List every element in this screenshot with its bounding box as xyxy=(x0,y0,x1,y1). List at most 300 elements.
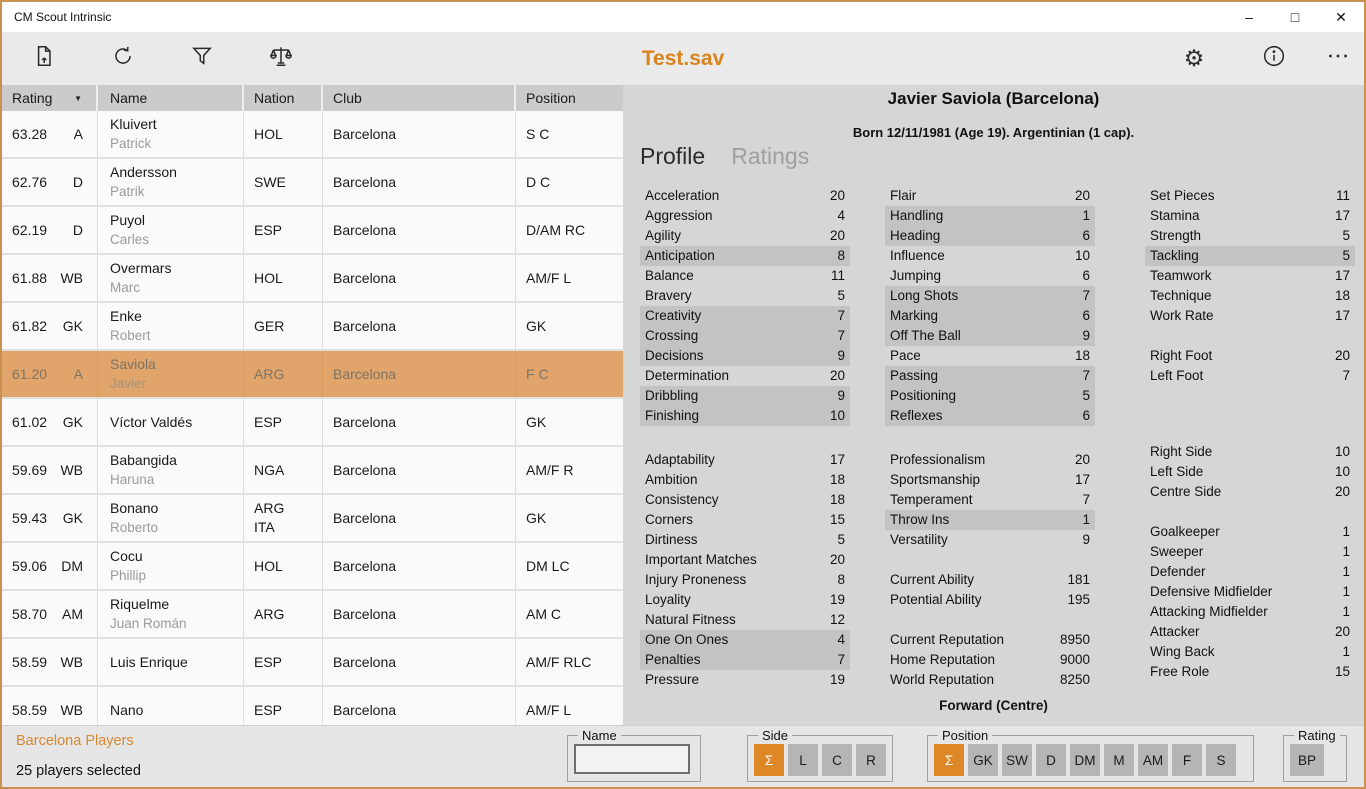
player-forename: Javier xyxy=(110,376,147,391)
side-filter-button-σ[interactable]: Σ xyxy=(754,744,784,776)
player-surname: Babangida xyxy=(110,452,177,468)
attribute-label: Defender xyxy=(1150,564,1206,579)
attribute-label: Handling xyxy=(890,208,944,223)
attribute-value: 7 xyxy=(1082,492,1090,507)
attribute-row xyxy=(1145,462,1355,482)
club-filter-label: Barcelona Players xyxy=(16,733,134,749)
player-detail-panel xyxy=(623,85,1364,725)
attribute-value: 12 xyxy=(829,612,845,627)
attribute-label: Tackling xyxy=(1150,248,1199,263)
player-surname: Riquelme xyxy=(110,596,170,612)
attribute-label: Creativity xyxy=(645,308,702,323)
attribute-row xyxy=(640,550,850,570)
attribute-label: Corners xyxy=(645,512,694,527)
attribute-row xyxy=(885,386,1095,406)
cell-rating xyxy=(2,399,98,445)
cell-name xyxy=(98,495,244,541)
attribute-row xyxy=(640,650,850,670)
tab-profile[interactable]: Profile xyxy=(640,143,706,169)
table-row[interactable] xyxy=(2,111,623,159)
position-filter-button-am[interactable]: AM xyxy=(1138,744,1168,776)
player-position-label: Forward (Centre) xyxy=(939,698,1048,713)
attribute-value: 6 xyxy=(1082,308,1090,323)
name-filter-group xyxy=(567,728,701,782)
attribute-row xyxy=(640,670,850,690)
title-bar xyxy=(2,2,1364,32)
rating-value: 62.76 xyxy=(12,174,48,190)
attribute-row xyxy=(640,386,850,406)
rating-value: 61.20 xyxy=(12,366,48,382)
cell-club: Barcelona xyxy=(323,687,516,725)
cell-position: GK xyxy=(526,318,547,334)
attribute-label: Left Foot xyxy=(1150,368,1204,383)
table-row[interactable] xyxy=(2,399,623,447)
window-controls xyxy=(1226,2,1364,32)
attribute-label: Finishing xyxy=(645,408,700,423)
attribute-label: Crossing xyxy=(645,328,699,343)
filter-bar xyxy=(2,725,1364,787)
player-surname: Enke xyxy=(110,308,142,324)
attribute-row xyxy=(885,670,1095,690)
best-position-badge: A xyxy=(73,126,83,142)
attribute-label: Important Matches xyxy=(645,552,757,567)
attribute-row xyxy=(640,366,850,386)
detail-tabs xyxy=(640,143,809,170)
table-row[interactable] xyxy=(2,543,623,591)
nation-code: NGA xyxy=(254,461,285,478)
filter-button[interactable] xyxy=(182,39,222,79)
attribute-label: World Reputation xyxy=(890,672,995,687)
attribute-label: Teamwork xyxy=(1150,268,1212,283)
attribute-value: 20 xyxy=(1334,484,1350,499)
cell-position: AM/F L xyxy=(526,702,572,718)
cell-name xyxy=(98,687,244,725)
attribute-row xyxy=(1145,306,1355,326)
cell-nation xyxy=(244,303,323,349)
attribute-value: 10 xyxy=(829,408,845,423)
attribute-row xyxy=(640,470,850,490)
attribute-row xyxy=(640,530,850,550)
cell-nation xyxy=(244,111,323,157)
attribute-row xyxy=(1145,662,1355,682)
minimize-button[interactable]: – xyxy=(1245,9,1253,25)
rating-value: 61.82 xyxy=(12,318,48,334)
attribute-value: 5 xyxy=(1342,228,1350,243)
attribute-row xyxy=(885,246,1095,266)
rating-value: 63.28 xyxy=(12,126,48,142)
toolbar-right xyxy=(1174,39,1364,79)
attribute-value: 18 xyxy=(1334,288,1350,303)
attribute-label: Goalkeeper xyxy=(1150,524,1220,539)
table-row[interactable] xyxy=(2,639,623,687)
attribute-row xyxy=(885,530,1095,550)
refresh-icon xyxy=(110,43,136,74)
best-position-badge: GK xyxy=(62,414,83,430)
nation-code: ESP xyxy=(254,701,283,718)
player-surname: Overmars xyxy=(110,260,172,276)
main-area xyxy=(2,85,1364,725)
attribute-label: Right Side xyxy=(1150,444,1213,459)
attribute-value: 5 xyxy=(1342,248,1350,263)
attribute-label: Consistency xyxy=(645,492,719,507)
side-filter-button-r[interactable]: R xyxy=(856,744,886,776)
cell-position: D C xyxy=(526,174,551,190)
attribute-block xyxy=(640,186,850,426)
nation-code: HOL xyxy=(254,557,283,574)
attribute-value: 5 xyxy=(837,532,845,547)
attribute-row xyxy=(1145,562,1355,582)
selection-count-label: 25 players selected xyxy=(16,763,141,779)
player-surname: Andersson xyxy=(110,164,177,180)
attribute-block xyxy=(1145,346,1355,386)
attribute-value: 9 xyxy=(837,348,845,363)
position-filter-button-f[interactable]: F xyxy=(1172,744,1202,776)
column-header-name[interactable]: Name xyxy=(98,85,244,111)
attribute-row xyxy=(885,450,1095,470)
column-header-club[interactable]: Club xyxy=(323,85,516,111)
cell-rating xyxy=(2,543,98,589)
attribute-row xyxy=(1145,226,1355,246)
cell-rating xyxy=(2,591,98,637)
cell-nation xyxy=(244,687,323,725)
attribute-value: 4 xyxy=(837,632,845,647)
attribute-row xyxy=(640,266,850,286)
table-row[interactable] xyxy=(2,687,623,725)
attribute-value: 1 xyxy=(1342,584,1350,599)
attribute-value: 9 xyxy=(1082,328,1090,343)
nation-code: ARG xyxy=(254,365,285,382)
rating-value: 61.88 xyxy=(12,270,48,286)
cell-nation xyxy=(244,639,323,685)
attribute-row xyxy=(1145,206,1355,226)
cell-club: Barcelona xyxy=(323,399,516,445)
cell-position: AM C xyxy=(526,606,561,622)
attribute-value: 6 xyxy=(1082,228,1090,243)
attribute-value: 1 xyxy=(1342,524,1350,539)
cell-rating xyxy=(2,639,98,685)
close-button[interactable]: ✕ xyxy=(1335,8,1347,25)
attribute-label: Attacker xyxy=(1150,624,1200,639)
attribute-value: 18 xyxy=(829,472,845,487)
side-filter-button-l[interactable]: L xyxy=(788,744,818,776)
attribute-column xyxy=(885,186,1095,690)
attribute-row xyxy=(640,610,850,630)
cell-position: GK xyxy=(526,414,547,430)
load-file-icon xyxy=(31,43,57,74)
attribute-label: Off The Ball xyxy=(890,328,961,343)
rating-value: 62.19 xyxy=(12,222,48,238)
attribute-label: Right Foot xyxy=(1150,348,1213,363)
more-options-button[interactable] xyxy=(1318,39,1358,79)
attribute-row xyxy=(640,590,850,610)
attribute-label: Aggression xyxy=(645,208,713,223)
attribute-value: 1 xyxy=(1342,604,1350,619)
attribute-value: 7 xyxy=(1342,368,1350,383)
attribute-label: Set Pieces xyxy=(1150,188,1215,203)
cell-rating xyxy=(2,159,98,205)
cell-position: AM/F L xyxy=(526,270,572,286)
cell-name xyxy=(98,255,244,301)
cell-club: Barcelona xyxy=(323,255,516,301)
attribute-label: Marking xyxy=(890,308,939,323)
attribute-label: Natural Fitness xyxy=(645,612,736,627)
rating-value: 58.70 xyxy=(12,606,48,622)
attribute-value: 7 xyxy=(837,328,845,343)
compare-button[interactable] xyxy=(261,39,301,79)
attribute-value: 17 xyxy=(1334,268,1350,283)
attribute-label: Free Role xyxy=(1150,664,1210,679)
attribute-value: 15 xyxy=(1334,664,1350,679)
rating-filter-button-bp[interactable]: BP xyxy=(1290,744,1324,776)
name-filter-input[interactable] xyxy=(574,744,690,774)
cell-position: D/AM RC xyxy=(526,222,586,238)
attribute-label: Acceleration xyxy=(645,188,720,203)
best-position-badge: D xyxy=(72,222,83,238)
attribute-value: 17 xyxy=(1334,208,1350,223)
table-row[interactable] xyxy=(2,591,623,639)
table-row[interactable] xyxy=(2,159,623,207)
info-button[interactable] xyxy=(1254,39,1294,79)
player-bio-line: Born 12/11/1981 (Age 19). Argentinian (1 cap). xyxy=(852,125,1135,140)
attribute-row xyxy=(1145,642,1355,662)
attribute-value: 20 xyxy=(1074,188,1090,203)
app-title: CM Scout Intrinsic xyxy=(14,10,112,24)
attribute-row xyxy=(885,326,1095,346)
attribute-label: Home Reputation xyxy=(890,652,996,667)
cell-position: AM/F R xyxy=(526,462,574,478)
attribute-value: 17 xyxy=(1334,308,1350,323)
settings-button[interactable] xyxy=(1174,39,1214,79)
attribute-label: Jumping xyxy=(890,268,942,283)
rating-filter-group xyxy=(1283,728,1347,782)
cell-rating xyxy=(2,303,98,349)
attribute-value: 8950 xyxy=(1059,632,1090,647)
side-filter-legend: Side xyxy=(762,728,789,743)
table-header xyxy=(2,85,623,111)
position-filter-legend: Position xyxy=(942,728,989,743)
attribute-label: Loyality xyxy=(645,592,691,607)
cell-rating xyxy=(2,207,98,253)
nation-code: ESP xyxy=(254,413,283,430)
best-position-badge: WB xyxy=(60,702,83,718)
table-row[interactable] xyxy=(2,351,623,399)
attribute-value: 1 xyxy=(1082,208,1090,223)
attribute-value: 18 xyxy=(829,492,845,507)
attribute-label: Technique xyxy=(1150,288,1212,303)
cell-rating xyxy=(2,111,98,157)
tab-ratings[interactable]: Ratings xyxy=(731,143,810,169)
attribute-row xyxy=(640,226,850,246)
attribute-label: Centre Side xyxy=(1150,484,1222,499)
rating-filter-buttons xyxy=(1290,744,1340,776)
best-position-badge: DM xyxy=(61,558,83,574)
attribute-value: 15 xyxy=(829,512,845,527)
position-filter-button-sw[interactable]: SW xyxy=(1002,744,1032,776)
load-file-button[interactable] xyxy=(24,39,64,79)
attribute-label: Work Rate xyxy=(1150,308,1214,323)
attribute-value: 11 xyxy=(1335,188,1350,203)
attribute-label: Agility xyxy=(645,228,682,243)
attribute-row xyxy=(1145,366,1355,386)
position-filter-button-d[interactable]: D xyxy=(1036,744,1066,776)
attribute-value: 6 xyxy=(1082,268,1090,283)
cell-name xyxy=(98,399,244,445)
attribute-value: 4 xyxy=(837,208,845,223)
attribute-row xyxy=(885,406,1095,426)
attribute-value: 9 xyxy=(837,388,845,403)
attribute-label: Attacking Midfielder xyxy=(1150,604,1268,619)
side-filter-group xyxy=(747,728,893,782)
position-filter-group xyxy=(927,728,1254,782)
attribute-row xyxy=(640,306,850,326)
attribute-row xyxy=(885,206,1095,226)
cell-club: Barcelona xyxy=(323,207,516,253)
attribute-label: Injury Proneness xyxy=(645,572,747,587)
column-header-nation[interactable]: Nation xyxy=(244,85,323,111)
attribute-value: 1 xyxy=(1342,644,1350,659)
attribute-row xyxy=(1145,266,1355,286)
best-position-badge: D xyxy=(72,174,83,190)
attribute-row xyxy=(1145,542,1355,562)
best-position-badge: WB xyxy=(60,654,83,670)
cell-name xyxy=(98,447,244,493)
attribute-label: Pressure xyxy=(645,672,700,687)
cell-nation xyxy=(244,351,323,397)
side-filter-button-c[interactable]: C xyxy=(822,744,852,776)
attribute-value: 7 xyxy=(837,652,845,667)
refresh-button[interactable] xyxy=(103,39,143,79)
cell-rating xyxy=(2,447,98,493)
position-filter-button-σ[interactable]: Σ xyxy=(934,744,964,776)
table-row[interactable] xyxy=(2,303,623,351)
table-row[interactable] xyxy=(2,255,623,303)
attribute-row xyxy=(1145,522,1355,542)
best-position-badge: GK xyxy=(62,510,83,526)
attribute-row xyxy=(885,266,1095,286)
position-filter-button-dm[interactable]: DM xyxy=(1070,744,1100,776)
cell-club: Barcelona xyxy=(323,111,516,157)
attribute-value: 8250 xyxy=(1059,672,1090,687)
attribute-label: Sweeper xyxy=(1150,544,1204,559)
table-row[interactable] xyxy=(2,207,623,255)
attribute-row xyxy=(640,326,850,346)
attribute-row xyxy=(1145,246,1355,266)
cell-club: Barcelona xyxy=(323,543,516,589)
attribute-row xyxy=(885,306,1095,326)
cell-nation xyxy=(244,159,323,205)
attribute-value: 7 xyxy=(837,308,845,323)
position-filter-button-s[interactable]: S xyxy=(1206,744,1236,776)
cell-name xyxy=(98,639,244,685)
attribute-row xyxy=(1145,442,1355,462)
attribute-value: 20 xyxy=(829,368,845,383)
column-header-rating[interactable]: Rating ▼ xyxy=(2,85,98,111)
attribute-value: 10 xyxy=(1074,248,1090,263)
rating-filter-legend: Rating xyxy=(1298,728,1336,743)
position-filter-button-m[interactable]: M xyxy=(1104,744,1134,776)
position-filter-button-gk[interactable]: GK xyxy=(968,744,998,776)
cell-nation xyxy=(244,495,323,541)
attribute-row xyxy=(885,630,1095,650)
best-position-badge: WB xyxy=(60,270,83,286)
attribute-value: 20 xyxy=(1334,624,1350,639)
player-surname: Nano xyxy=(110,701,144,718)
toolbar-left xyxy=(2,39,340,79)
attribute-column xyxy=(640,186,850,690)
attribute-value: 8 xyxy=(837,248,845,263)
table-row[interactable] xyxy=(2,447,623,495)
attribute-column xyxy=(1145,186,1355,690)
attribute-block xyxy=(1145,442,1355,502)
cell-name xyxy=(98,351,244,397)
attribute-label: Ambition xyxy=(645,472,698,487)
nation-code: HOL xyxy=(254,125,283,142)
player-forename: Haruna xyxy=(110,472,155,487)
attribute-label: Current Reputation xyxy=(890,632,1005,647)
column-header-position[interactable]: Position xyxy=(526,90,576,106)
attribute-row xyxy=(885,490,1095,510)
position-filter-buttons xyxy=(934,744,1247,776)
attribute-label: Strength xyxy=(1150,228,1202,243)
attribute-row xyxy=(885,590,1095,610)
cell-club: Barcelona xyxy=(323,639,516,685)
attribute-label: Influence xyxy=(890,248,945,263)
attribute-label: Decisions xyxy=(645,348,704,363)
attribute-label: Versatility xyxy=(890,532,948,547)
attribute-row xyxy=(1145,622,1355,642)
attribute-value: 9 xyxy=(1082,532,1090,547)
attribute-block xyxy=(1145,186,1355,326)
attribute-value: 10 xyxy=(1334,464,1350,479)
player-forename: Robert xyxy=(110,328,151,343)
cell-name xyxy=(98,543,244,589)
rating-value: 58.59 xyxy=(12,702,48,718)
rating-value: 59.43 xyxy=(12,510,48,526)
nation-code: GER xyxy=(254,317,285,334)
attribute-row xyxy=(885,186,1095,206)
cell-nation xyxy=(244,255,323,301)
cell-name xyxy=(98,111,244,157)
attribute-value: 6 xyxy=(1082,408,1090,423)
player-surname: Víctor Valdés xyxy=(110,413,193,430)
cell-nation xyxy=(244,543,323,589)
table-row[interactable] xyxy=(2,495,623,543)
cell-club: Barcelona xyxy=(323,159,516,205)
cell-position: GK xyxy=(526,510,547,526)
filter-icon xyxy=(189,43,215,74)
attribute-value: 7 xyxy=(1082,368,1090,383)
attribute-value: 20 xyxy=(829,552,845,567)
cell-club: Barcelona xyxy=(323,495,516,541)
cell-rating xyxy=(2,495,98,541)
attribute-value: 19 xyxy=(829,672,845,687)
attribute-value: 20 xyxy=(1334,348,1350,363)
maximize-button[interactable]: □ xyxy=(1290,9,1300,25)
attribute-label: Professionalism xyxy=(890,452,986,467)
cell-position: F C xyxy=(526,366,549,382)
player-forename: Carles xyxy=(110,232,150,247)
attribute-row xyxy=(885,470,1095,490)
attribute-row xyxy=(1145,582,1355,602)
player-name-heading: Javier Saviola (Barcelona) xyxy=(887,89,1100,108)
attribute-label: Balance xyxy=(645,268,694,283)
nation-code: ESP xyxy=(254,653,283,670)
attribute-value: 1 xyxy=(1082,512,1090,527)
attribute-value: 181 xyxy=(1067,572,1090,587)
cell-name xyxy=(98,207,244,253)
nation-code: ARG xyxy=(254,500,285,516)
cell-club: Barcelona xyxy=(323,447,516,493)
